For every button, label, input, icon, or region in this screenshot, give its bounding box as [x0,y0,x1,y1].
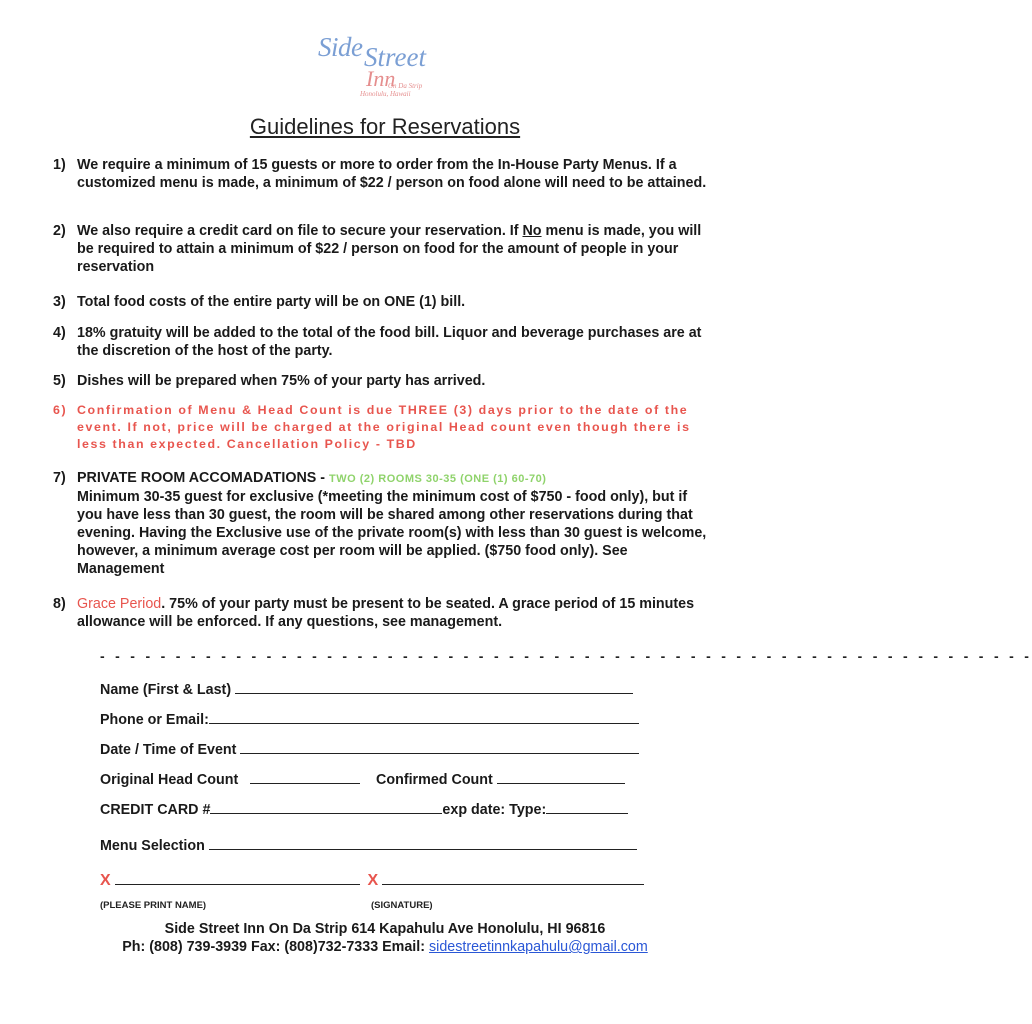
logo-tagline: On Da Strip [388,82,423,90]
room-capacity: TWO (2) ROOMS 30-35 (ONE (1) 60-70) [329,473,547,485]
guideline-6-confirmation: 6) Confirmation of Menu & Head Count is due THREE (3) days prior to the date of the event. If not, price will be charged at the original Head count even though there is less than expected. Cancellation Policy - TBD [53,403,691,451]
guideline-1: 1) We require a minimum of 15 guests or more to order from the In-House Party Menus. If a customized menu is made, a minimum of $22 / person on food alone will need to be attained. [53,157,707,191]
guideline-3: 3) Total food costs of the entire party will be on ONE (1) bill. [53,294,466,310]
logo-location: Honolulu, Hawaii [360,90,411,98]
logo-inn: Inn [366,66,396,91]
email-link[interactable]: sidestreetinnkapahulu@gmail.com [429,939,648,955]
signature-caption: (SIGNATURE) [371,900,433,911]
footer-contact: Ph: (808) 739-3939 Fax: (808)732-7333 Email: sidestreetinnkapahulu@gmail.com [122,939,648,955]
phone-email-field[interactable]: Phone or Email: [100,709,639,728]
guideline-2: 2) We also require a credit card on file to secure your reservation. If No menu is made, you will be required to attain a minimum of $22 / person on food for the amount of people in your reservation [53,223,702,275]
guideline-4: 4) 18% gratuity will be added to the total of the food bill. Liquor and beverage purchases are at the discretion of the host of the party. [53,325,702,359]
cut-line-divider: - - - - - - - - - - - - - - - - - - - - - - - - - - - - - - - - - - - - - - - - - - - - - - - - - - - - - - - - - - - - - - [100,648,1032,664]
credit-card-field[interactable]: CREDIT CARD # exp date: Type: [100,799,628,818]
head-count-fields[interactable]: Original Head Count Confirmed Count [100,769,625,788]
logo-side: Side [318,32,363,62]
private-room-heading: PRIVATE ROOM ACCOMADATIONS - [77,470,330,486]
signature-row[interactable] [100,870,644,890]
event-date-field[interactable]: Date / Time of Event [100,739,639,758]
name-field[interactable]: Name (First & Last) [100,679,633,698]
print-name-caption: (PLEASE PRINT NAME) [100,900,207,911]
logo-street: Street [364,42,426,72]
guideline-8-grace-period: 8) Grace Period. 75% of your party must be present to be seated. A grace period of 15 minutes allowance will be enforced. If any questions, see management. [53,596,695,630]
side-street-inn-logo [318,30,453,100]
print-name-x-mark: X [100,872,111,889]
page-title: Guidelines for Reservations [249,114,521,139]
signature-x-mark: X [367,872,379,889]
grace-period-label: Grace Period [77,596,162,612]
guideline-5: 5) Dishes will be prepared when 75% of your party has arrived. [53,373,486,389]
footer-address: Side Street Inn On Da Strip 614 Kapahulu Ave Honolulu, HI 96816 [164,921,606,937]
guideline-7-private-room: 7) PRIVATE ROOM ACCOMADATIONS - TWO (2) ROOMS 30-35 (ONE (1) 60-70) Minimum 30-35 guest for exclusive (*meeting the minimum cost of $750 - food only), but if you have less than 30 guest, the room will be shared among other reservations during that evening. Having the Exclusive use of the private room(s) with less than 30 guest is welcome, however, a minimum average cost per room will be applied. ($750 food only). See Management [53,470,707,577]
menu-selection-field[interactable]: Menu Selection [100,835,637,854]
